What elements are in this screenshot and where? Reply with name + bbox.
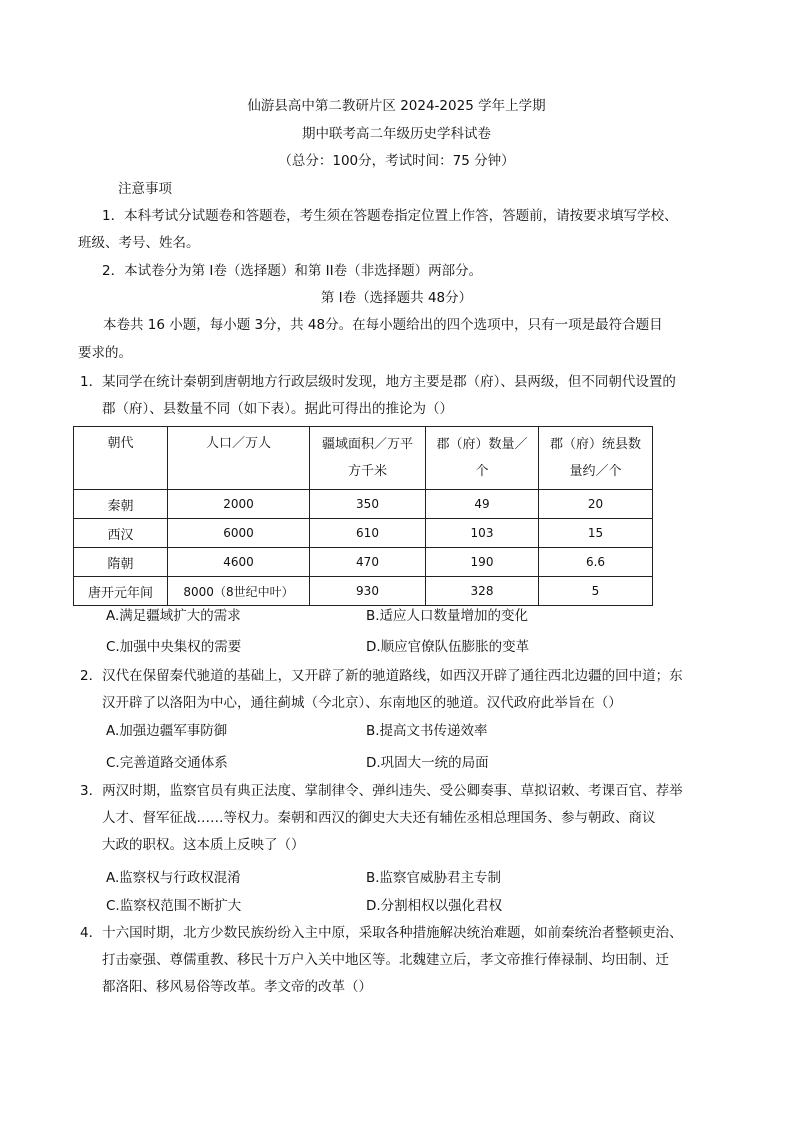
notice-item-1-cont: 班级、考号、姓名。 bbox=[78, 235, 200, 251]
header-area-line1: 疆域面积／万平 bbox=[321, 437, 413, 452]
question-1-option-d[interactable]: D.顺应官僚队伍膨胀的变革 bbox=[366, 639, 530, 655]
question-3-stem: 3．两汉时期，监察官员有典正法度、掌制律令、弹纠违失、受公卿奏事、草拟诏敕、考课百官、荐举 bbox=[80, 783, 683, 799]
header-area bbox=[310, 427, 426, 490]
notice-heading: 注意事项 bbox=[118, 181, 172, 197]
section-desc: 本卷共 16 小题，每小题 3分，共 48分。在每小题给出的四个选项中，只有一项是最符合题目 bbox=[103, 317, 663, 333]
header-counties-line2: 量约／个 bbox=[569, 464, 622, 479]
table-row bbox=[74, 519, 653, 548]
cell-area: 470 bbox=[310, 548, 426, 577]
cell-population: 2000 bbox=[168, 490, 310, 519]
question-1-table bbox=[73, 426, 653, 606]
question-4-stem: 4．十六国时期，北方少数民族纷纷入主中原，采取各种措施解决统治难题，如前秦统治者整顿吏治、 bbox=[80, 925, 683, 941]
header-prefecture-count bbox=[426, 427, 539, 490]
question-3-option-d[interactable]: D.分割相权以强化君权 bbox=[366, 898, 503, 914]
cell-population: 8000（8世纪中叶） bbox=[168, 577, 310, 606]
question-1-stem-cont: 郡（府）、县数量不同（如下表）。据此可得出的推论为（） bbox=[102, 401, 453, 417]
notice-item-1: 1．本科考试分试题卷和答题卷，考生须在答题卷指定位置上作答，答题前，请按要求填写学校、 bbox=[102, 208, 678, 224]
header-counties-line1: 郡（府）统县数 bbox=[549, 437, 641, 452]
question-3-option-b[interactable]: B.监察官威胁君主专制 bbox=[366, 870, 502, 886]
section-title: 第 I卷（选择题共 48分） bbox=[320, 290, 473, 306]
cell-area: 610 bbox=[310, 519, 426, 548]
header-prefecture-count-line1: 郡（府）数量／ bbox=[436, 437, 528, 452]
section-desc-cont: 要求的。 bbox=[78, 345, 132, 361]
table-row bbox=[74, 490, 653, 519]
table-row bbox=[74, 577, 653, 606]
cell-prefecture-count: 328 bbox=[426, 577, 539, 606]
question-1-stem: 1．某同学在统计秦朝到唐朝地方行政层级时发现，地方主要是郡（府）、县两级，但不同朝代设置的 bbox=[80, 374, 676, 390]
cell-counties-per-prefecture: 15 bbox=[539, 519, 653, 548]
question-2-option-d[interactable]: D.巩固大一统的局面 bbox=[366, 755, 489, 771]
question-1-option-b[interactable]: B.适应人口数量增加的变化 bbox=[366, 608, 529, 624]
notice-item-2: 2．本试卷分为第 I卷（选择题）和第 II卷（非选择题）两部分。 bbox=[102, 263, 483, 279]
question-3-option-c[interactable]: C.监察权范围不断扩大 bbox=[106, 898, 242, 914]
question-3-option-a[interactable]: A.监察权与行政权混淆 bbox=[106, 870, 241, 886]
question-4-stem-cont2: 都洛阳、移风易俗等改革。孝文帝的改革（） bbox=[102, 979, 372, 995]
cell-area: 350 bbox=[310, 490, 426, 519]
question-1-option-c[interactable]: C.加强中央集权的需要 bbox=[106, 639, 242, 655]
header-dynasty: 朝代 bbox=[74, 427, 168, 490]
question-3-stem-cont2: 大政的职权。这本质上反映了（） bbox=[102, 837, 305, 853]
header-counties-per-prefecture bbox=[539, 427, 653, 490]
question-2-option-a[interactable]: A.加强边疆军事防御 bbox=[106, 723, 228, 739]
table-header-row bbox=[74, 427, 653, 490]
header-prefecture-count-line2: 个 bbox=[475, 464, 489, 479]
question-2-option-b[interactable]: B.提高文书传递效率 bbox=[366, 723, 488, 739]
cell-dynasty: 西汉 bbox=[74, 519, 168, 548]
cell-area: 930 bbox=[310, 577, 426, 606]
exam-title-line2: 期中联考高二年级历史学科试卷 bbox=[302, 126, 491, 142]
cell-counties-per-prefecture: 6.6 bbox=[539, 548, 653, 577]
question-2-stem: 2．汉代在保留秦代驰道的基础上，又开辟了新的驰道路线，如西汉开辟了通往西北边疆的回中道；东 bbox=[80, 668, 683, 684]
cell-dynasty: 唐开元年间 bbox=[74, 577, 168, 606]
exam-title-line1: 仙游县高中第二教研片区 2024-2025 学年上学期 bbox=[247, 98, 546, 114]
cell-counties-per-prefecture: 5 bbox=[539, 577, 653, 606]
question-1-option-a[interactable]: A.满足疆域扩大的需求 bbox=[106, 608, 241, 624]
exam-title-line3: （总分：100分，考试时间：75 分钟） bbox=[278, 153, 515, 169]
question-3-stem-cont1: 人才、督军征战……等权力。秦朝和西汉的御史大夫还有辅佐丞相总理国务、参与朝政、商议 bbox=[102, 810, 656, 826]
table-row bbox=[74, 548, 653, 577]
cell-population: 4600 bbox=[168, 548, 310, 577]
header-area-line2: 方千米 bbox=[347, 464, 387, 479]
cell-prefecture-count: 103 bbox=[426, 519, 539, 548]
cell-dynasty: 隋朝 bbox=[74, 548, 168, 577]
question-2-stem-cont: 汉开辟了以洛阳为中心，通往蓟城（今北京）、东南地区的驰道。汉代政府此举旨在（） bbox=[102, 695, 622, 711]
cell-dynasty: 秦朝 bbox=[74, 490, 168, 519]
cell-prefecture-count: 190 bbox=[426, 548, 539, 577]
cell-prefecture-count: 49 bbox=[426, 490, 539, 519]
cell-counties-per-prefecture: 20 bbox=[539, 490, 653, 519]
cell-population: 6000 bbox=[168, 519, 310, 548]
header-population: 人口／万人 bbox=[168, 427, 310, 490]
question-4-stem-cont1: 打击豪强、尊儒重教、移民十万户入关中地区等。北魏建立后，孝文帝推行俸禄制、均田制、迁 bbox=[102, 952, 669, 968]
question-2-option-c[interactable]: C.完善道路交通体系 bbox=[106, 755, 228, 771]
